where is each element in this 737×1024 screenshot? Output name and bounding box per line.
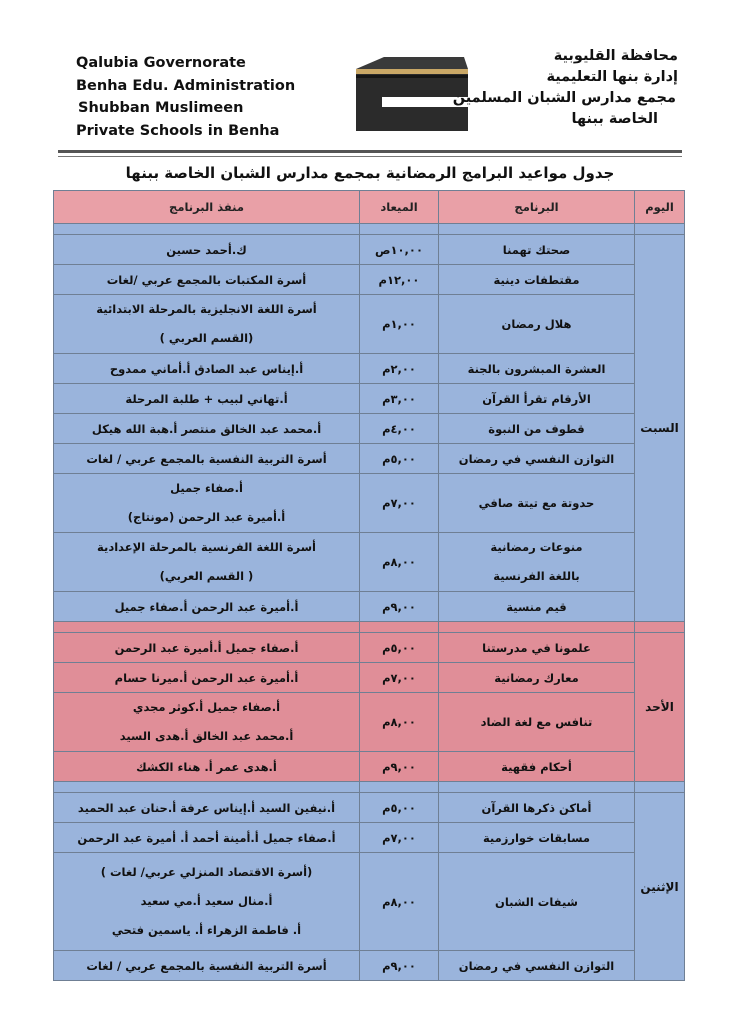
header-divider xyxy=(58,150,682,153)
program-cell-line: باللغة الفرنسية xyxy=(493,569,580,583)
table-row xyxy=(54,693,685,752)
presenter-cell-line: أ.صفاء جميل xyxy=(170,481,243,495)
table-row xyxy=(54,384,685,414)
gap-cell xyxy=(635,622,685,633)
school-logo-icon xyxy=(356,55,468,131)
presenter-cell-line: أ.هدى عمر أ. هناء الكشك xyxy=(136,759,277,774)
section-gap xyxy=(54,622,685,633)
program-cell-line: قيم منسية xyxy=(506,599,567,614)
table-row xyxy=(54,823,685,853)
gap-cell xyxy=(635,782,685,793)
header-english xyxy=(76,52,295,142)
program-cell xyxy=(439,592,635,622)
presenter-cell-line: أ.صفاء جميل أ.أميرة عبد الرحمن xyxy=(114,640,299,655)
program-cell xyxy=(439,265,635,295)
program-cell-line: علمونا في مدرستنا xyxy=(482,640,591,655)
program-cell xyxy=(439,295,635,354)
presenter-cell xyxy=(54,414,360,444)
day-cell: الأحد xyxy=(635,633,685,782)
time-cell: ٩,٠٠م xyxy=(360,951,439,981)
presenter-cell-line: أسرة اللغة الانجليزية بالمرحلة الابتدائية xyxy=(96,302,317,316)
presenter-cell xyxy=(54,295,360,354)
program-cell xyxy=(439,633,635,663)
gap-cell xyxy=(635,224,685,235)
time-cell: ٩,٠٠م xyxy=(360,752,439,782)
presenter-cell xyxy=(54,752,360,782)
time-cell: ٤,٠٠م xyxy=(360,414,439,444)
presenter-cell-line: أ.صفاء جميل أ.أمينة أحمد أ. أميرة عبد الرحمن xyxy=(77,830,336,845)
presenter-cell xyxy=(54,693,360,752)
header-en-line: Private Schools in Benha xyxy=(76,122,280,139)
program-cell-line: أحكام فقهية xyxy=(501,759,572,774)
presenter-cell xyxy=(54,853,360,951)
presenter-cell xyxy=(54,823,360,853)
presenter-cell-line: أسرة اللغة الفرنسية بالمرحلة الإعدادية xyxy=(97,540,316,554)
program-cell-line: أماكن ذكرها القرآن xyxy=(481,800,592,815)
presenter-cell xyxy=(54,951,360,981)
gap-cell xyxy=(360,782,439,793)
presenter-cell xyxy=(54,592,360,622)
presenter-cell xyxy=(54,444,360,474)
time-cell: ٥,٠٠م xyxy=(360,793,439,823)
presenter-cell-line: أ.أميرة عبد الرحمن أ.صفاء جميل xyxy=(114,599,299,614)
program-cell-line: مقتطفات دينية xyxy=(493,272,580,287)
presenter-cell-line: أ.صفاء جميل أ.كوثر مجدي xyxy=(132,700,281,714)
gap-cell xyxy=(54,622,360,633)
table-row xyxy=(54,474,685,533)
time-cell: ٢,٠٠م xyxy=(360,354,439,384)
program-cell-line: معارك رمضانية xyxy=(494,670,579,685)
header-arabic xyxy=(453,46,678,130)
presenter-cell-line: أ.نيفين السيد أ.إيناس عرفة أ.حنان عبد الحميد xyxy=(77,800,336,815)
presenter-cell xyxy=(54,384,360,414)
program-cell-line: العشرة المبشرون بالجنة xyxy=(467,361,606,376)
column-header-time: الميعاد xyxy=(360,191,439,224)
table-row xyxy=(54,951,685,981)
program-cell xyxy=(439,384,635,414)
time-cell: ٣,٠٠م xyxy=(360,384,439,414)
time-cell: ٨,٠٠م xyxy=(360,853,439,951)
gap-cell xyxy=(439,224,635,235)
program-cell xyxy=(439,444,635,474)
table-row xyxy=(54,295,685,354)
header-ar-line: مجمع مدارس الشبان المسلمين xyxy=(452,90,676,106)
gap-cell xyxy=(439,622,635,633)
header-en-line: Benha Edu. Administration xyxy=(76,77,296,94)
table-row xyxy=(54,793,685,823)
column-header-day: اليوم xyxy=(635,191,685,224)
time-cell: ٨,٠٠م xyxy=(360,533,439,592)
column-header-program: البرنامج xyxy=(439,191,635,224)
program-cell xyxy=(439,823,635,853)
program-cell-line: منوعات رمضانية xyxy=(490,540,583,554)
presenter-cell-line: (القسم العربي ) xyxy=(159,331,254,345)
gap-cell xyxy=(439,782,635,793)
program-cell-line: التوازن النفسي في رمضان xyxy=(458,451,615,466)
presenter-cell-line: أ.أميرة عبد الرحمن (مونتاج) xyxy=(127,510,286,524)
time-cell: ٥,٠٠م xyxy=(360,633,439,663)
presenter-cell xyxy=(54,533,360,592)
presenter-cell-line: أ.محمد عبد الخالق منتصر أ.هبة الله هيكل xyxy=(91,421,322,436)
presenter-cell xyxy=(54,354,360,384)
presenter-cell-line: ك.أحمد حسين xyxy=(166,242,247,257)
time-cell: ٨,٠٠م xyxy=(360,693,439,752)
presenter-cell xyxy=(54,633,360,663)
table-row xyxy=(54,592,685,622)
table-row xyxy=(54,235,685,265)
program-cell xyxy=(439,793,635,823)
presenter-cell xyxy=(54,265,360,295)
page-title: جدول مواعيد البرامج الرمضانية بمجمع مدارس الشبان الخاصة ببنها xyxy=(125,164,615,182)
table-row xyxy=(54,633,685,663)
program-cell xyxy=(439,951,635,981)
table-row xyxy=(54,414,685,444)
presenter-cell-line: أ.إيناس عبد الصادق أ.أماني ممدوح xyxy=(109,361,304,376)
header-divider-thin xyxy=(58,156,682,157)
program-cell xyxy=(439,853,635,951)
header-ar-line: الخاصة ببنها xyxy=(571,111,658,127)
section-gap xyxy=(54,782,685,793)
header-ar-line: إدارة بنها التعليمية xyxy=(546,69,678,85)
time-cell: ١٢,٠٠م xyxy=(360,265,439,295)
presenter-cell xyxy=(54,474,360,533)
program-cell-line: الأرقام تقرأ القرآن xyxy=(482,391,591,406)
program-cell-line: شيفات الشبان xyxy=(495,894,578,909)
gap-cell xyxy=(360,224,439,235)
time-cell: ٧,٠٠م xyxy=(360,823,439,853)
table-header-row xyxy=(54,191,685,224)
presenter-cell-line: ( القسم العربي) xyxy=(159,569,254,583)
program-cell xyxy=(439,533,635,592)
presenter-cell xyxy=(54,235,360,265)
program-cell-line: حدوتة مع تيتة صافي xyxy=(478,496,595,510)
program-cell-line: مسابقات خوارزمية xyxy=(482,830,591,845)
table-row xyxy=(54,853,685,951)
program-cell xyxy=(439,354,635,384)
table-row xyxy=(54,444,685,474)
gap-cell xyxy=(360,622,439,633)
presenter-cell-line: أ.أميرة عبد الرحمن أ.ميرنا حسام xyxy=(114,670,299,685)
header-en-line: Qalubia Governorate xyxy=(76,55,246,71)
program-cell-line: هلال رمضان xyxy=(501,317,572,331)
presenter-cell xyxy=(54,663,360,693)
presenter-cell-line: أسرة التربية النفسية بالمجمع عربي / لغات xyxy=(86,958,327,973)
presenter-cell-line: أ.تهاني لبيب + طلبة المرحلة xyxy=(125,391,288,406)
presenter-cell-line: أ. فاطمة الزهراء أ. ياسمين فتحي xyxy=(111,923,302,937)
table-row xyxy=(54,354,685,384)
time-cell: ٧,٠٠م xyxy=(360,474,439,533)
time-cell: ١٠,٠٠ص xyxy=(360,235,439,265)
time-cell: ٥,٠٠م xyxy=(360,444,439,474)
day-cell: السبت xyxy=(635,235,685,622)
time-cell: ١,٠٠م xyxy=(360,295,439,354)
program-cell xyxy=(439,474,635,533)
presenter-cell-line: (أسرة الاقتصاد المنزلي عربي/ لغات ) xyxy=(100,865,313,879)
gap-cell xyxy=(54,224,360,235)
column-header-presenter: منفذ البرنامج xyxy=(54,191,360,224)
time-cell: ٧,٠٠م xyxy=(360,663,439,693)
table-row xyxy=(54,265,685,295)
header-ar-line: محافظة القليوبية xyxy=(553,48,678,64)
presenter-cell xyxy=(54,793,360,823)
program-cell xyxy=(439,235,635,265)
program-cell xyxy=(439,663,635,693)
program-cell-line: قطوف من النبوة xyxy=(488,421,585,436)
table-row xyxy=(54,752,685,782)
section-gap xyxy=(54,224,685,235)
table-row xyxy=(54,533,685,592)
time-cell: ٩,٠٠م xyxy=(360,592,439,622)
table-row xyxy=(54,663,685,693)
program-cell-line: تنافس مع لغة الضاد xyxy=(480,715,593,729)
presenter-cell-line: أ.منال سعيد أ.مي سعيد xyxy=(140,894,273,908)
header-en-line: Shubban Muslimeen xyxy=(78,100,244,116)
program-cell xyxy=(439,414,635,444)
schedule-table xyxy=(53,190,685,981)
program-cell-line: التوازن النفسي في رمضان xyxy=(458,958,615,973)
presenter-cell-line: أسرة المكتبات بالمجمع عربي /لغات xyxy=(106,272,307,287)
day-cell: الإثنين xyxy=(635,793,685,981)
program-cell xyxy=(439,752,635,782)
gap-cell xyxy=(54,782,360,793)
presenter-cell-line: أسرة التربية النفسية بالمجمع عربي / لغات xyxy=(86,451,327,466)
presenter-cell-line: أ.محمد عبد الخالق أ.هدى السيد xyxy=(119,729,294,743)
program-cell-line: صحتك تهمنا xyxy=(502,242,571,257)
program-cell xyxy=(439,693,635,752)
